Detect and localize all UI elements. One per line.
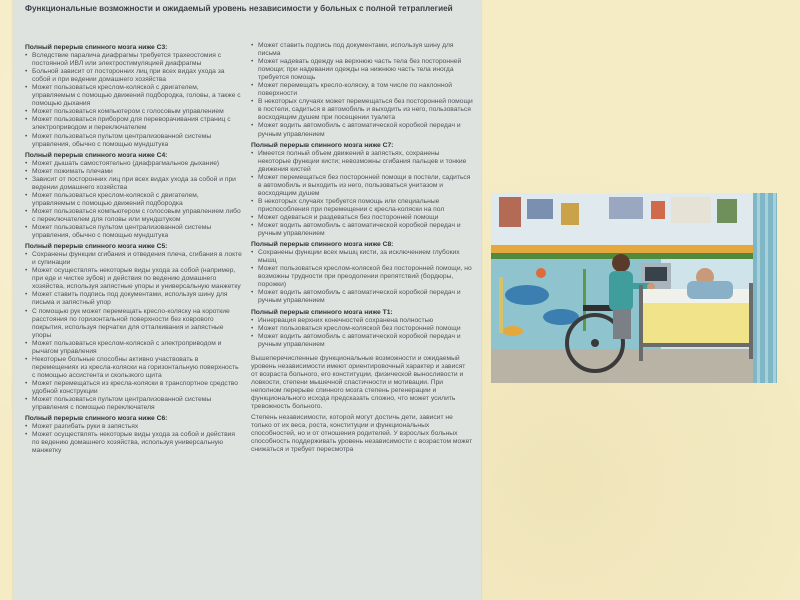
- list-item: • Может осуществлять некоторые виды ухода за собой и действия по ведению домашнего хозяйства, используя универсальную манжетку: [25, 431, 243, 455]
- list-item: • Может пользоваться компьютером с голосовым управлением: [25, 108, 243, 116]
- list-item: • Сохранены функции всех мышц кисти, за исключением глубоких мышц: [251, 249, 473, 265]
- list-item: • Может перемещаться без посторонней помощи в постели, садиться в автомобиль и выходить из него, пользоваться унитазом и восходящим душем: [251, 174, 473, 198]
- section-heading: Полный перерыв спинного мозга ниже С7:: [251, 141, 394, 149]
- section-c7: [251, 142, 473, 239]
- section-heading: Полный перерыв спинного мозга ниже С3:: [25, 44, 168, 51]
- list-item: • Вследствие паралича диафрагмы требуется трахеостомия с постоянной ИВЛ или электростимуляцией диафрагмы: [25, 52, 243, 68]
- list-item: • Может одеваться и раздеваться без посторонней помощи: [251, 214, 473, 222]
- list-item: • Некоторые больные способны активно участвовать в перемещениях из кресла-коляски на горизонтальную поверхность с помощью ассистента и скользкого щита: [25, 356, 243, 380]
- list-item: • Может водить автомобиль с автоматической коробкой передач и ручным управлением: [251, 222, 473, 238]
- right-column: [251, 42, 473, 454]
- list-item: • Может пользоваться креслом-коляской без посторонней помощи: [251, 325, 473, 333]
- list-item: • Сохранены функции сгибания и отведения плеча, сгибания в локте и супинации: [25, 251, 243, 267]
- list-item: • Может пользоваться креслом-коляской с электроприводом и рычагом управления: [25, 340, 243, 356]
- list-item: • Может водить автомобиль с автоматической коробкой передач и ручным управлением: [251, 122, 473, 138]
- continued-list: [251, 42, 473, 139]
- list-item: • Может водить автомобиль с автоматической коробкой передач и ручным управлением: [251, 289, 473, 305]
- section-heading: Полный перерыв спинного мозга ниже С4:: [25, 151, 168, 159]
- hospital-ward-photo: [491, 193, 777, 383]
- list-item: • Может перемещаться из кресла-коляски в транспортное средство удобной конструкции: [25, 380, 243, 396]
- section-c3: [25, 44, 243, 149]
- list-item: • В некоторых случаях требуется помощь или специальные приспособления при перемещении с кресла-коляски на пол: [251, 198, 473, 214]
- page-title: Функциональные возможности и ожидаемый уровень независимости у больных с полной тетраплегией: [25, 4, 453, 13]
- list-item: • С помощью рук может перемещать кресло-коляску на короткие расстояния по горизонтальной поверхности без коврового покрытия, используя перчатки для отталкивания и запястные упоры: [25, 308, 243, 340]
- section-heading: Полный перерыв спинного мозга ниже С5:: [25, 243, 168, 251]
- list-item: • Зависит от посторонних лиц при всех видах ухода за собой и при ведении домашнего хозяйства: [25, 176, 243, 192]
- list-item: • Больной зависит от посторонних лиц при всех видах ухода за собой и при ведении домашнего хозяйства: [25, 68, 243, 84]
- list-item: • Может надевать одежду на верхнюю часть тела без посторонней помощи; при надевании одежды на нижнюю часть тела иногда требуется помощь: [251, 58, 473, 82]
- list-item: • Может пользоваться прибором для переворачивания страниц с электроприводом и переключателем: [25, 116, 243, 132]
- list-item: • Может пользоваться компьютером с голосовым управлением либо с переключателем для головы или мундштуком: [25, 208, 243, 224]
- list-item: • В некоторых случаях может перемещаться без посторонней помощи в постели, садиться в автомобиль и выходить из него, пользоваться восходящим душем при посещении туалета: [251, 98, 473, 122]
- list-item: • Может пользоваться пультом централизованной системы управления с помощью переключателя: [25, 396, 243, 412]
- list-item: • Может ставить подпись под документами, используя шину для письма: [251, 42, 473, 58]
- list-item: • Может разгибать руки в запястьях: [25, 423, 243, 431]
- section-t1: [251, 309, 473, 349]
- list-item: • Может осуществлять некоторые виды ухода за собой (например, при еде и чистке зубов) и действия по ведению домашнего хозяйства, используя запястные упоры и универсальную манжетку: [25, 267, 243, 291]
- list-item: • Может дышать самостоятельно (диафрагмальное дыхание): [25, 160, 243, 168]
- list-item: • Может пользоваться креслом-коляской без посторонней помощи, но возможны трудности при преодолении препятствий (бордюры, порожки): [251, 265, 473, 289]
- list-item: • Может ставить подпись под документами, используя шину для письма и запястный упор: [25, 291, 243, 307]
- scanned-page: [13, 0, 481, 600]
- section-c5: [25, 243, 243, 412]
- children-paragraph: Степень независимости, которой могут достичь дети, зависит не только от их веса, роста, конституции и функциональных способностей, но и от отношения родителей. У взрослых больных способность поддерживать уровень независимости с возрастом может снижаться и требует пересмотра: [251, 414, 473, 454]
- section-heading: Полный перерыв спинного мозга ниже Т1:: [251, 308, 393, 316]
- left-column: [25, 44, 243, 455]
- section-heading: Полный перерыв спинного мозга ниже С8:: [251, 241, 394, 249]
- summary-paragraph: Вышеперечисленные функциональные возможности и ожидаемый уровень независимости имеют ориентировочный характер и зависят от возраста больного, его конституции, физической выносливости и ловкости, степени мышечной спастичности и мотивации. При неполном перерыве спинного мозга степень регенерации и функционального исхода предсказать сложно, что может усилить тревожность больного.: [251, 354, 466, 411]
- section-heading: Полный перерыв спинного мозга ниже С6:: [25, 415, 168, 423]
- list-item: • Может пожимать плечами: [25, 168, 243, 176]
- list-item: • Может водить автомобиль с автоматической коробкой передач и ручным управлением: [251, 333, 473, 349]
- list-item: • Имеется полный объем движений в запястьях, сохранены некоторые функции кисти; невозможны сгибания пальцев и тонкие движения кистей: [251, 150, 473, 174]
- list-item: • Может перемещать кресло-коляску, в том числе по наклонной поверхности: [251, 82, 473, 98]
- section-c8: [251, 241, 473, 305]
- list-item: • Иннервация верхних конечностей сохранена полностью: [251, 317, 473, 325]
- section-c4: [25, 152, 243, 241]
- section-c6: [25, 415, 243, 455]
- list-item: • Может пользоваться пультом централизованной системы управления, обычно с помощью мундштука: [25, 224, 243, 240]
- list-item: • Может пользоваться креслом-коляской с двигателем, управляемым с помощью движений подбородка, головы, а также с помощью дыхания: [25, 84, 243, 108]
- list-item: • Может пользоваться пультом централизованной системы управления, обычно с помощью мундштука: [25, 133, 243, 149]
- list-item: • Может пользоваться креслом-коляской с двигателем, управляемым с помощью движений подбородка: [25, 192, 243, 208]
